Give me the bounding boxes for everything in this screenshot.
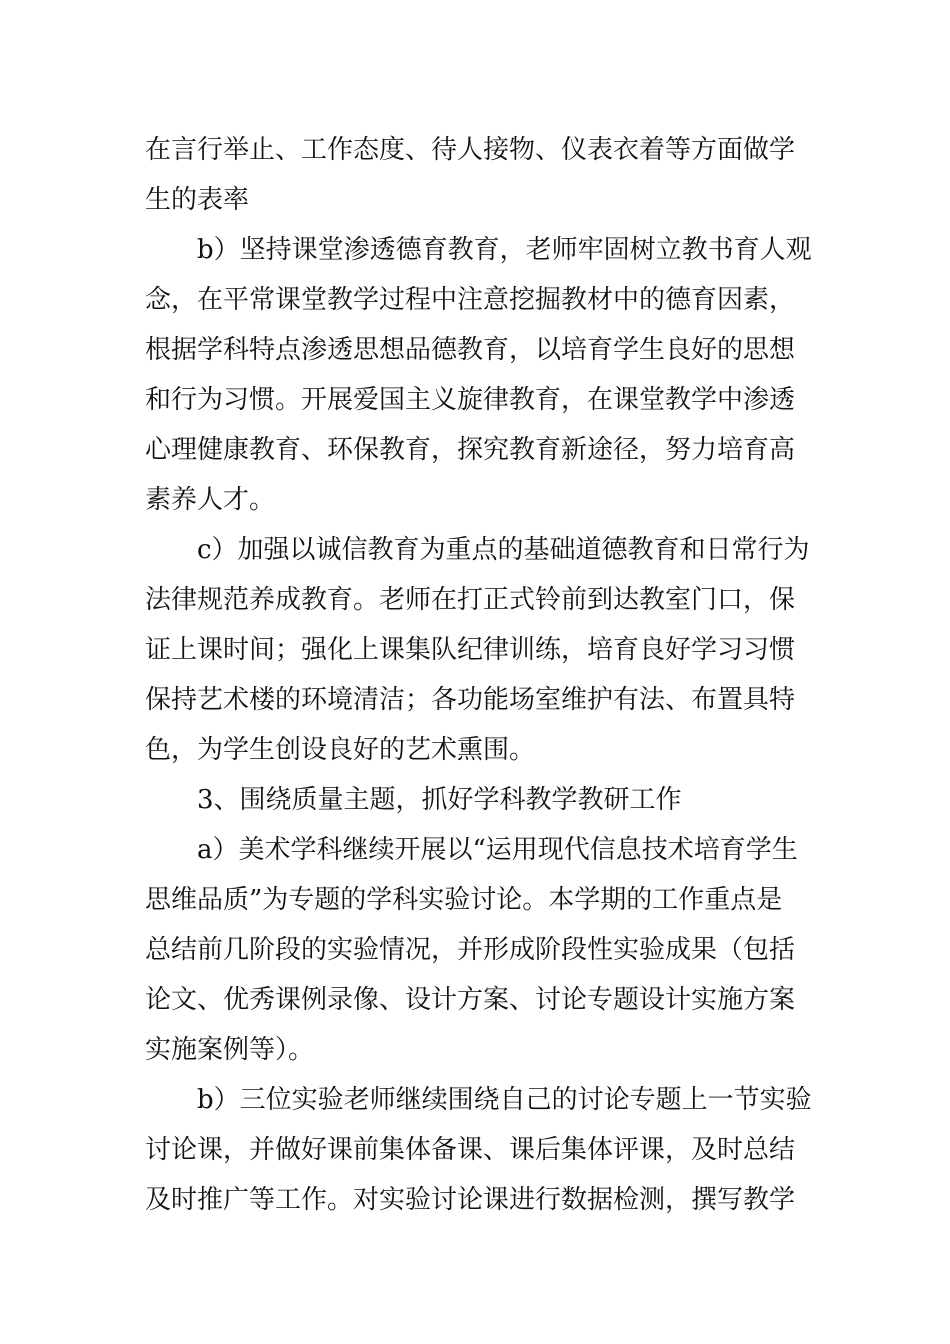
text-line: 生的表率 [145, 185, 250, 215]
text-line: 保持艺术楼的环境清洁；各功能场室维护有法、布置具特 [145, 685, 796, 715]
text-line: 总结前几阶段的实验情况，并形成阶段性实验成果（包括 [145, 935, 796, 965]
text-line: 色，为学生创设良好的艺术熏围。 [145, 735, 536, 765]
text-line: 素养人才。 [145, 485, 276, 515]
text-line: 证上课时间；强化上课集队纪律训练，培育良好学习习惯 [145, 635, 796, 665]
text-line: 法律规范养成教育。老师在打正式铃前到达教室门口，保 [145, 585, 796, 615]
text-line: 论文、优秀课例录像、设计方案、讨论专题设计实施方案 [145, 985, 796, 1015]
paragraph-start-b: b）坚持课堂渗透德育教育，老师牢固树立教书育人观 [197, 235, 812, 265]
section-heading-3: 3、围绕质量主题，抓好学科教学教研工作 [197, 785, 682, 815]
text-line: 念，在平常课堂教学过程中注意挖掘教材中的德育因素， [145, 285, 796, 315]
text-line: 讨论课，并做好课前集体备课、课后集体评课，及时总结 [145, 1135, 796, 1165]
text-line: 在言行举止、工作态度、待人接物、仪表衣着等方面做学 [145, 135, 796, 165]
paragraph-start-c: c）加强以诚信教育为重点的基础道德教育和日常行为 [197, 535, 810, 565]
text-line: 实施案例等）。 [145, 1035, 315, 1065]
paragraph-start-a: a）美术学科继续开展以“运用现代信息技术培育学生 [197, 835, 798, 865]
text-line: 根据学科特点渗透思想品德教育，以培育学生良好的思想 [145, 335, 796, 365]
text-line: 和行为习惯。开展爱国主义旋律教育，在课堂教学中渗透 [145, 385, 796, 415]
paragraph-start-b2: b）三位实验老师继续围绕自己的讨论专题上一节实验 [197, 1085, 812, 1115]
text-line: 心理健康教育、环保教育，探究教育新途径，努力培育高 [145, 435, 796, 465]
text-line: 思维品质”为专题的学科实验讨论。本学期的工作重点是 [145, 885, 783, 915]
text-line: 及时推广等工作。对实验讨论课进行数据检测，撰写教学 [145, 1185, 796, 1215]
